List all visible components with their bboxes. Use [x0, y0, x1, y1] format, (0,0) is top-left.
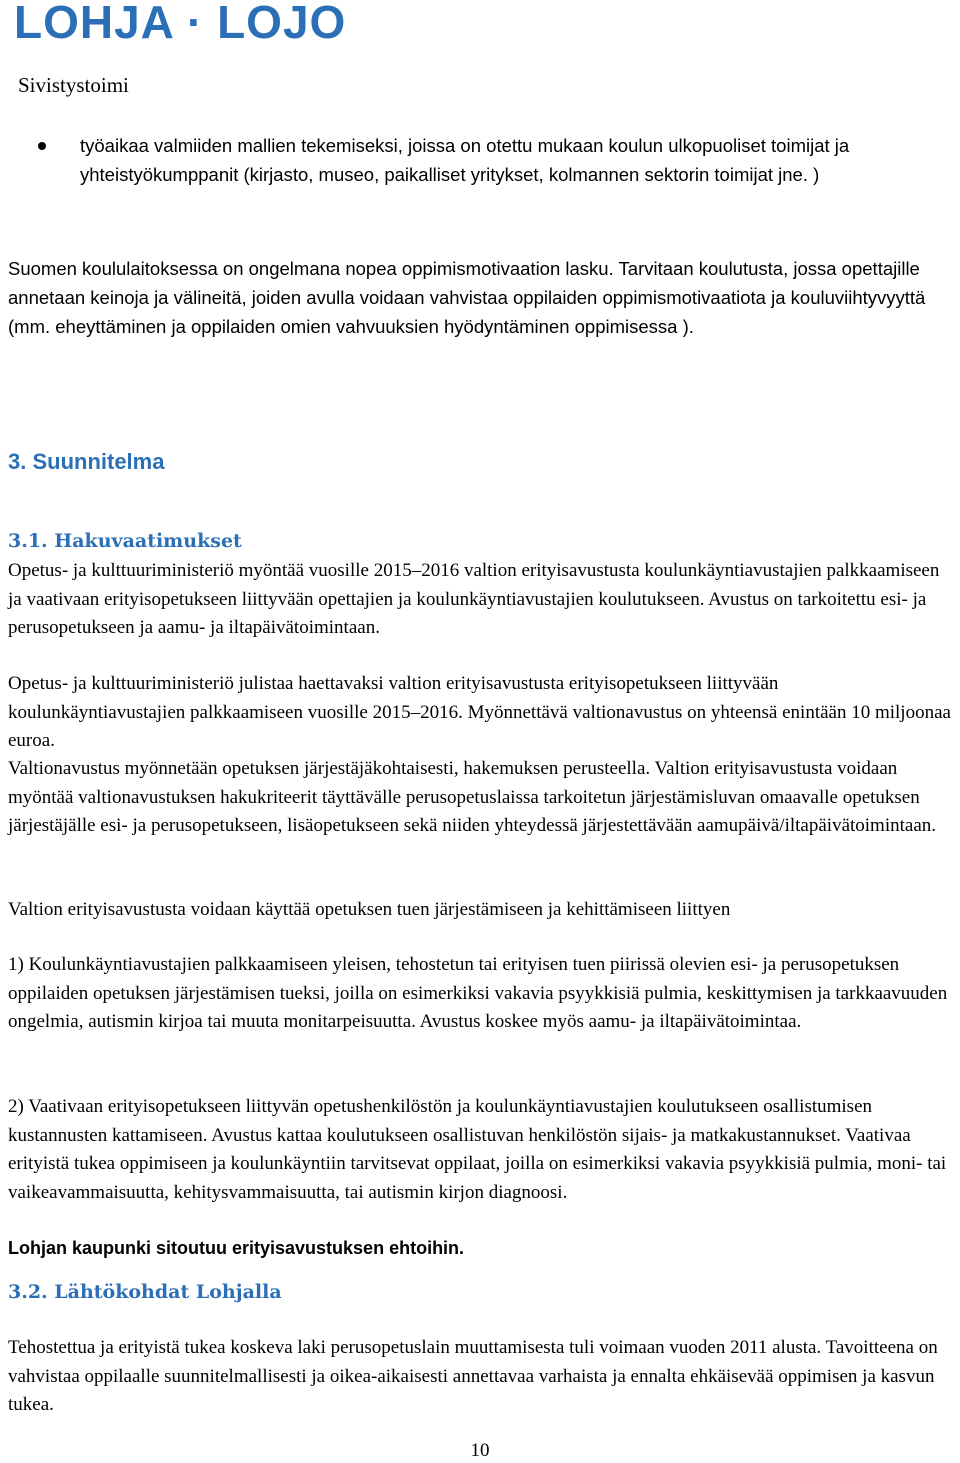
bullet-icon — [38, 142, 46, 150]
paragraph: Tehostettua ja erityistä tukea koskeva laki perusopetuslain muuttamisesta tuli voimaan vuoden 2011 alusta. Tavoitteena on vahvistaa oppilaalle suunnitelmallisesti ja oikea-aikaisesti annettavaa varhaista ja ennalta ehkäisevää oppimisen ja kasvun tukea. — [8, 1337, 938, 1415]
paragraph: Opetus- ja kulttuuriministeriö julistaa haettavaksi valtion erityisavustusta erityisopetukseen liittyvään koulunkäyntiavustajien palkkaamiseen vuosille 2015–2016. Myönnettävä valtionavustus on yhteensä enintään 10 miljoonaa euroa. — [8, 673, 951, 751]
subsection-heading: 3.2. Lähtökohdat Lohjalla — [8, 1281, 282, 1303]
paragraph: 2) Vaativaan erityisopetukseen liittyvän opetushenkilöstön ja koulunkäyntiavustajien koulutukseen osallistumisen kustannusten kattamiseen. Avustus kattaa koulutukseen osallistuvan henkilöstön sijais- ja matkakustannukset. Vaativaa erityistä tukea oppimiseen ja koulunkäyntiin tarvitsevat oppilaat, joilla on esimerkiksi vakavia psyykkisiä pulmia, moni- tai vaikeavammaisuutta, kehitysvammaisuutta, tai autismin kirjon diagnoosi. — [8, 1096, 947, 1203]
paragraph: Valtionavustus myönnetään opetuksen järjestäjäkohtaisesti, hakemuksen perusteella. Valtion erityisavustusta voidaan myöntää valtionavustuksen hakukriteerit täyttävälle perusopetuslaissa tarkoitetun järjestämisluvan omaavalle opetuksen järjestäjälle esi- ja perusopetukseen, lisäopetukseen sekä niiden yhteydessä järjestettävään aamupäivä/iltapäivätoimintaan. — [8, 758, 937, 836]
paragraph: Opetus- ja kulttuuriministeriö myöntää vuosille 2015–2016 valtion erityisavustusta koulunkäyntiavustajien palkkaamiseen ja vaativaan erityisopetukseen liittyvään opettajien ja koulunkäyntiavustajien koulutukseen. Avustus on tarkoitettu esi- ja perusopetukseen ja aamu- ja iltapäivätoimintaan. — [8, 560, 940, 638]
intro-paragraph: Suomen koululaitoksessa on ongelmana nopea oppimismotivaation lasku. Tarvitaan koulutusta, jossa opettajille annetaan keinoja ja välineitä, joiden avulla voidaan vahvistaa oppilaiden oppimismotivaatiota ja kouluviihtyvyyttä (mm. eheyttäminen ja oppilaiden omien vahvuuksien hyödyntäminen oppimisessa ). — [8, 258, 926, 337]
commitment-statement: Lohjan kaupunki sitoutuu erityisavustuksen ehtoihin. — [8, 1238, 465, 1258]
section-heading: 3. Suunnitelma — [8, 449, 165, 474]
list-item — [38, 131, 918, 189]
department-label: Sivistystoimi — [18, 73, 129, 97]
paragraph: 1) Koulunkäyntiavustajien palkkaamiseen yleisen, tehostetun tai erityisen tuen piirissä olevien esi- ja perusopetuksen oppilaiden opetuksen järjestämisen tueksi, joilla on esimerkiksi vakavia psyykkisiä pulmia, keskittymisen ja tarkkaavuuden ongelmia, autismin kirjoa tai muuta monitarpeisuutta. Avustus koskee myös aamu- ja iltapäivätoimintaa. — [8, 954, 948, 1032]
page-number: 10 — [470, 1440, 490, 1461]
logo: LOHJA · LOJO — [14, 0, 347, 48]
paragraph: Valtion erityisavustusta voidaan käyttää opetuksen tuen järjestämiseen ja kehittämiseen liittyen — [8, 899, 731, 920]
subsection-heading: 3.1. Hakuvaatimukset — [8, 530, 242, 552]
list-item-text: työaikaa valmiiden mallien tekemiseksi, joissa on otettu mukaan koulun ulkopuoliset toimijat ja yhteistyökumppanit (kirjasto, museo, paikalliset yritykset, kolmannen sektorin toimijat jne. ) — [80, 135, 850, 185]
